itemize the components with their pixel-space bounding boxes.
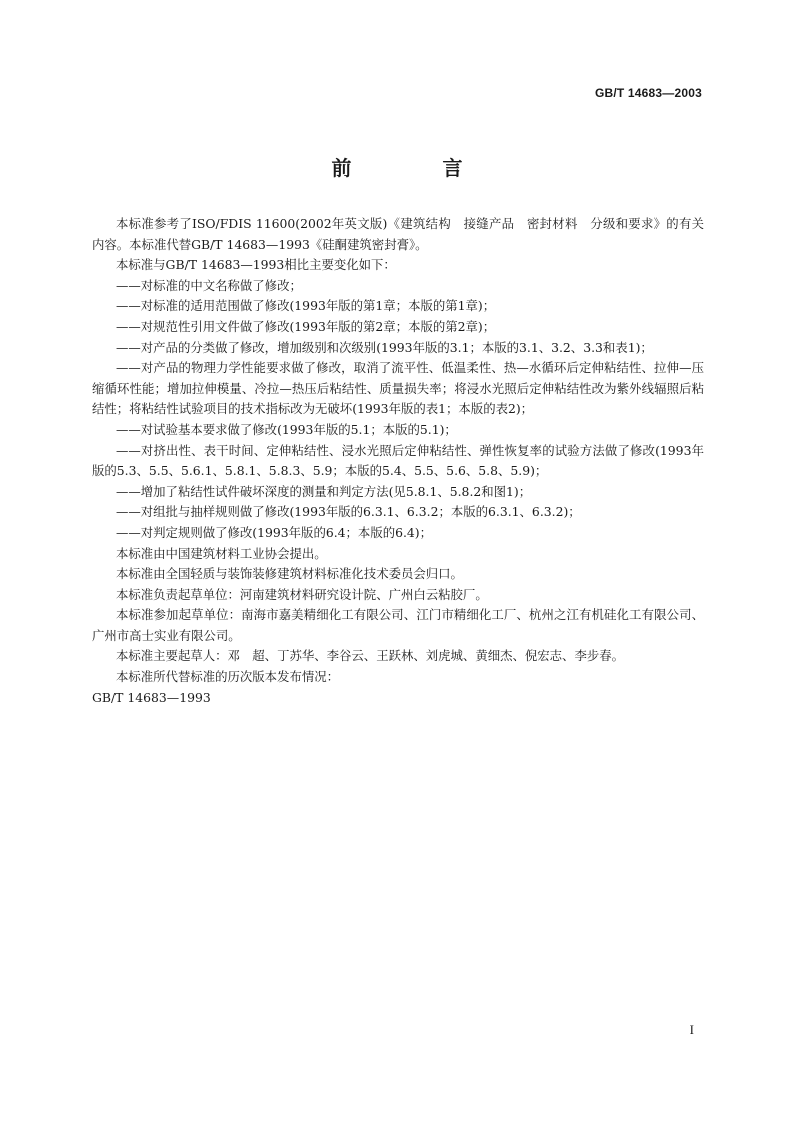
paragraph-participating-drafters: 本标准参加起草单位：南海市嘉美精细化工有限公司、江门市精细化工厂、杭州之江有机硅化工有限公司、广州市高士实业有限公司。 bbox=[92, 607, 704, 643]
paragraph-intro: 本标准参考了ISO/FDIS 11600(2002年英文版)《建筑结构 接缝产品 密封材料 分级和要求》的有关内容。本标准代替GB/T 14683—1993《硅酮建筑密封膏》。 bbox=[92, 216, 704, 252]
paragraph-lead-drafter: 本标准负责起草单位：河南建筑材料研究设计院、广州白云粘胶厂。 bbox=[116, 586, 488, 602]
paragraph-proposer: 本标准由中国建筑材料工业协会提出。 bbox=[116, 545, 327, 561]
page-title: 前 言 bbox=[331, 156, 505, 180]
history-item: GB/T 14683—1993 bbox=[92, 689, 211, 705]
paragraph-changes-lead: 本标准与GB/T 14683—1993相比主要变化如下： bbox=[116, 257, 396, 273]
change-item: ——对组批与抽样规则做了修改(1993年版的6.3.1、6.3.2；本版的6.3.1、6.3.2)； bbox=[116, 504, 581, 520]
change-item: ——对产品的物理力学性能要求做了修改，取消了流平性、低温柔性、热—水循环后定伸粘结性、拉伸—压缩循环性能；增加拉伸模量、冷拉—热压后粘结性、质量损失率；将浸水光照后定伸粘结性改为紫外线辐照后粘结性；将粘结性试验项目的技术指标改为无破坏(1993年版的表1；本版的表2)； bbox=[92, 360, 704, 417]
change-item: ——对标准的中文名称做了修改； bbox=[116, 277, 302, 293]
paragraph-committee: 本标准由全国轻质与装饰装修建筑材料标准化技术委员会归口。 bbox=[116, 566, 463, 582]
foreword-body bbox=[92, 214, 704, 708]
change-item: ——对规范性引用文件做了修改(1993年版的第2章；本版的第2章)； bbox=[116, 318, 496, 334]
change-item: ——对标准的适用范围做了修改(1993年版的第1章；本版的第1章)； bbox=[116, 298, 496, 314]
paragraph-drafters: 本标准主要起草人：邓 超、丁苏华、李谷云、王跃林、刘虎城、黄细杰、倪宏志、李步春。 bbox=[116, 648, 625, 664]
change-item: ——对判定规则做了修改(1993年版的6.4；本版的6.4)； bbox=[116, 524, 433, 540]
paragraph-history-lead: 本标准所代替标准的历次版本发布情况： bbox=[116, 669, 340, 685]
change-item: ——对挤出性、表干时间、定伸粘结性、浸水光照后定伸粘结性、弹性恢复率的试验方法做了修改(1993年版的5.3、5.5、5.6.1、5.8.1、5.8.3、5.9；本版的5.4、5.5、5.6、5.8、5.9)； bbox=[92, 442, 704, 479]
change-item: ——对产品的分类做了修改，增加级别和次级别(1993年版的3.1；本版的3.1、3.2、3.3和表1)； bbox=[116, 339, 653, 355]
page-number: I bbox=[689, 1022, 694, 1037]
standard-code: GB/T 14683—2003 bbox=[594, 86, 702, 100]
change-item: ——对试验基本要求做了修改(1993年版的5.1；本版的5.1)； bbox=[116, 421, 457, 437]
change-item: ——增加了粘结性试件破坏深度的测量和判定方法(见5.8.1、5.8.2和图1)； bbox=[116, 483, 532, 499]
